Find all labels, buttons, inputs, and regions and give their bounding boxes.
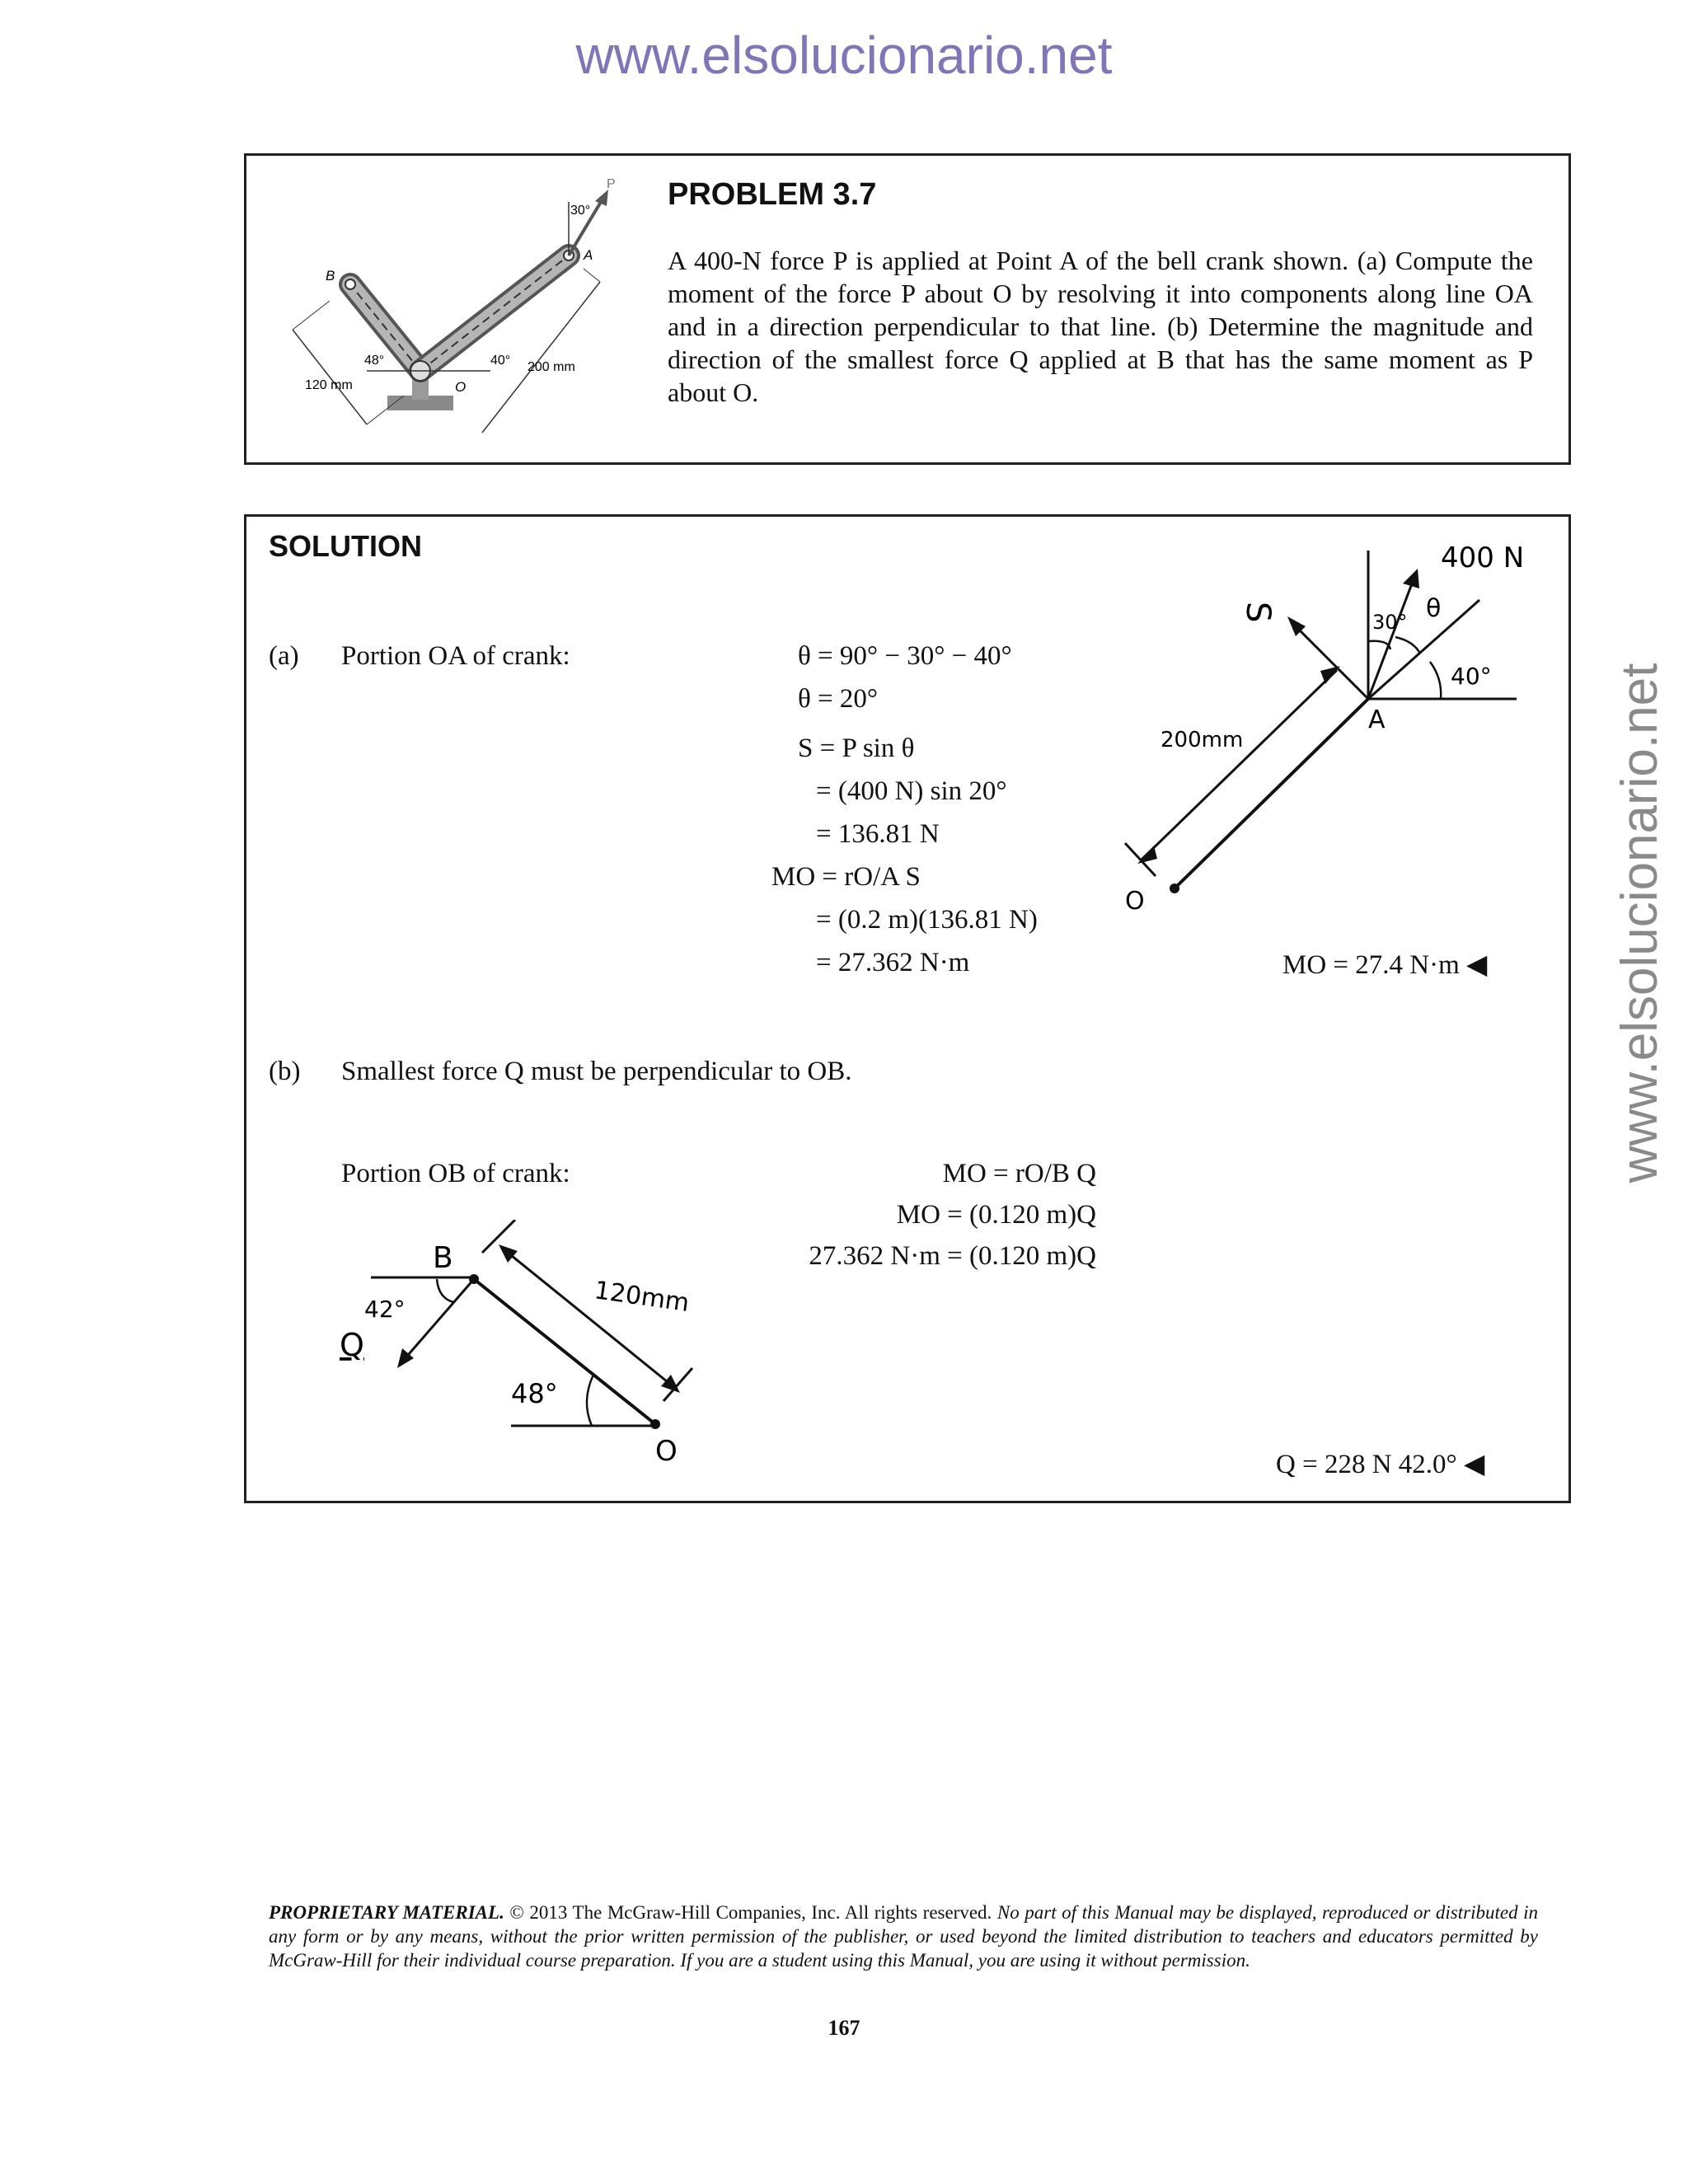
eq-a-1: θ = 90° − 30° − 40° <box>798 641 1012 671</box>
eq-b-2: MO = (0.120 m)Q <box>896 1200 1096 1230</box>
label-angle-right: 40° <box>490 354 511 368</box>
sketch-a-angle-40: 40° <box>1451 663 1492 690</box>
label-len-right: 200 mm <box>528 360 575 374</box>
part-a-label: (a) <box>269 641 299 671</box>
sketch-b-point-o: O <box>655 1435 678 1468</box>
part-a-caption: Portion OA of crank: <box>341 641 570 671</box>
solution-title: SOLUTION <box>269 529 422 563</box>
sketch-a-free-body <box>1104 534 1550 921</box>
label-angle-p: 30° <box>570 204 591 218</box>
sketch-a-length: 200mm <box>1160 728 1244 752</box>
sketch-b-free-body <box>330 1220 725 1483</box>
eq-a-3: S = P sin θ <box>798 733 915 763</box>
problem-statement: A 400-N force P is applied at Point A of the bell crank shown. (a) Compute the moment of the force P about O by resolving it into components along line OA and in a direction perpendicular to that line. (b) Determine the magnitude and direction of the smallest force Q applied at B that has the same moment as P about O. <box>668 246 1533 407</box>
eq-b-1: MO = rO/B Q <box>942 1159 1096 1188</box>
label-len-left: 120 mm <box>305 378 353 392</box>
label-p: P <box>607 177 616 191</box>
footer-copyright <box>269 1900 1538 1972</box>
answer-a: MO = 27.4 N·m ◀ <box>1282 950 1488 980</box>
footer-lead: PROPRIETARY MATERIAL. <box>269 1902 504 1923</box>
answer-b: Q = 228 N 42.0° ◀ <box>1276 1450 1485 1479</box>
page-number: 167 <box>828 2016 860 2040</box>
sketch-b-point-b: B <box>433 1241 453 1275</box>
eq-a-4: = (400 N) sin 20° <box>816 776 1007 806</box>
eq-b-3: 27.362 N·m = (0.120 m)Q <box>809 1241 1096 1271</box>
label-a: A <box>584 247 593 263</box>
sketch-a-point-a: A <box>1368 705 1386 734</box>
sketch-b-angle-42: 42° <box>364 1296 406 1323</box>
eq-a-7: = (0.2 m)(136.81 N) <box>816 905 1038 935</box>
label-b: B <box>326 268 335 284</box>
sketch-b-length: 120mm <box>592 1276 692 1319</box>
eq-a-8: = 27.362 N·m <box>816 948 970 977</box>
watermark-top: www.elsolucionario.net <box>575 26 1113 85</box>
eq-a-6: MO = rO/A S <box>771 862 921 892</box>
footer-text: © 2013 The McGraw-Hill Companies, Inc. All rights reserved. <box>509 1902 992 1923</box>
label-angle-left: 48° <box>364 354 385 368</box>
sketch-a-force-label: 400 N <box>1441 541 1525 574</box>
part-b-statement: Smallest force Q must be perpendicular to OB. <box>341 1057 852 1086</box>
sketch-a-angle-30: 30° <box>1372 611 1408 634</box>
sketch-a-theta: θ <box>1426 594 1442 623</box>
watermark-side: www.elsolucionario.net <box>1611 663 1668 1183</box>
footer-notice: No part of this Manual may be displayed, reproduced or distributed in any form or by any means, without the prior written permission of the publisher, or used beyond the limited distribution to teachers and educators permitted by McGraw-Hill for their individual course preparation. If you are a student using this Manual, you are using it without permission. <box>269 1902 1539 1971</box>
sketch-b-angle-48: 48° <box>511 1378 558 1409</box>
sketch-a-s-label: S <box>1239 602 1277 623</box>
sketch-a-point-o: O <box>1125 887 1145 916</box>
eq-a-5: = 136.81 N <box>816 819 940 849</box>
label-o: O <box>455 379 467 395</box>
eq-a-2: θ = 20° <box>798 684 879 714</box>
part-b-caption: Portion OB of crank: <box>341 1159 570 1188</box>
sketch-b-q-label: Q <box>340 1327 364 1363</box>
bell-crank-figure <box>280 173 643 445</box>
problem-title: PROBLEM 3.7 <box>668 177 877 212</box>
part-b-label: (b) <box>269 1057 301 1086</box>
